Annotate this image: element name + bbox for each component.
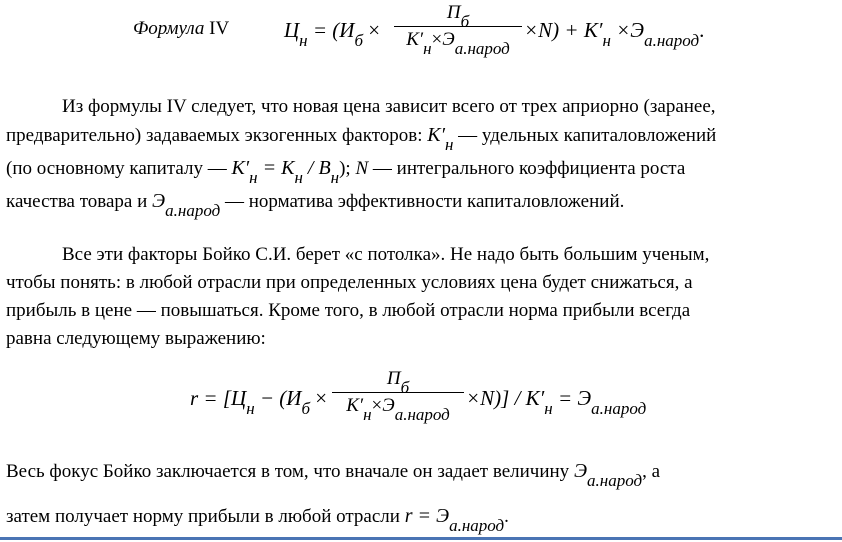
p1-line-1: Из формулы IV следует, что новая цена зависит всего от трех априорно (заранее, [62,96,716,117]
p2-line-2: чтобы понять: в любой отрасли при определенных условиях цена будет снижаться, а [6,272,693,293]
fraction-numerator: Пб [386,368,410,397]
p2-line-1: Все эти факторы Бойко С.И. берет «с потолка». Не надо быть большим ученым, [62,244,710,265]
p1-line-4: качества товара и $Э_{а.народ}$ — норматива эффективности капиталовложений. [6,190,625,220]
fraction-denominator: K′н×Эа.народ [346,395,450,424]
formula-iv-fraction [394,2,522,58]
p1-line-3: (по основному капиталу — $K'_н = K_н / B_н$); N — интегрального коэффициента роста [6,157,686,187]
formula-r-fraction [332,368,464,424]
formula-label: Формула [133,18,205,39]
p2-line-4: равна следующему выражению: [6,328,266,349]
page-bottom-rule [0,537,842,540]
p2-line-3: прибыль в цене — повышаться. Кроме того, в любой отрасли норма прибыли всегда [6,300,691,321]
formula-iv-right: $\times N) + K'_н \times Э_{а.народ}$. [524,18,705,50]
fraction-denominator: K′н×Эа.народ [406,29,510,58]
fraction-bar [394,26,522,27]
fraction-bar [332,392,464,393]
p3-line-2: затем получает норму прибыли в любой отрасли $r = Э_{а.народ}$. [6,505,509,535]
fraction-numerator: Пб [446,2,470,31]
p1-line-2: предварительно) задаваемых экзогенных факторов: $K'_н$ — удельных капиталовложений [6,124,717,154]
formula-iv-left: $Ц_н = (И_б$ × [284,18,381,50]
formula-label-number: IV [209,18,230,39]
formula-r-left: $r = [Ц_н - (И_б$ × [190,386,328,418]
formula-r-right: $\times N)] / K'_н = Э_{а.народ}$ [466,386,647,418]
p3-line-1: Весь фокус Бойко заключается в том, что вначале он задает величину $Э_{а.народ}$, а [6,460,661,490]
